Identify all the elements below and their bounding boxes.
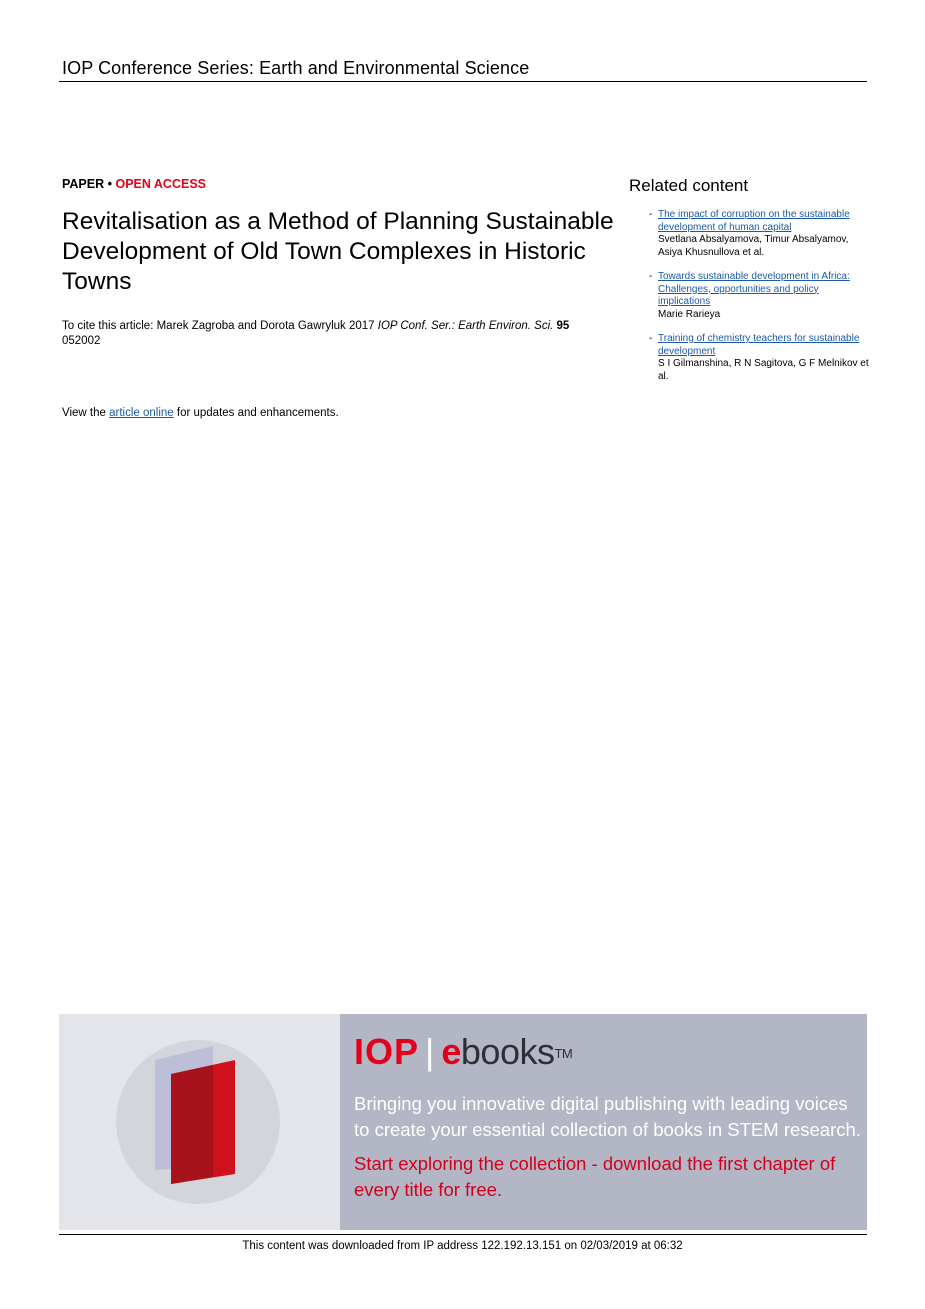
download-footer: This content was downloaded from IP address 122.192.13.151 on 02/03/2019 at 06:32 — [242, 1240, 683, 1252]
citation-article-number: 052002 — [62, 335, 101, 347]
view-online-note — [62, 407, 339, 419]
citation-volume: 95 — [556, 320, 570, 332]
paper-type — [62, 177, 206, 191]
citation-journal: IOP Conf. Ser.: Earth Environ. Sci. — [377, 320, 554, 332]
logo-divider: | — [425, 1031, 436, 1072]
logo-books: books — [460, 1031, 555, 1072]
list-dash: - — [649, 333, 653, 344]
journal-header: IOP Conference Series: Earth and Environmental Science — [62, 58, 530, 78]
advert-call-to-action[interactable]: Start exploring the collection - download the first chapter of every title for free. — [354, 1153, 836, 1200]
iop-ebooks-logo — [354, 1032, 572, 1072]
related-item-link[interactable]: Training of chemistry teachers for sustainable development — [658, 333, 860, 357]
citation — [62, 319, 622, 349]
related-item-authors: Marie Rarieya — [658, 308, 721, 320]
book-icon — [59, 1014, 340, 1230]
ebooks-advert[interactable] — [59, 1014, 867, 1230]
related-item-authors: S I Gilmanshina, R N Sagitova, G F Melnikov et al. — [658, 358, 869, 382]
open-access-badge: OPEN ACCESS — [115, 177, 206, 191]
citation-prefix: To cite this article: Marek Zagroba and Dorota Gawryluk 2017 — [62, 320, 378, 332]
logo-iop: IOP — [354, 1031, 420, 1072]
paper-label: PAPER — [62, 177, 105, 191]
paper-separator: • — [104, 177, 116, 191]
footer-divider — [59, 1234, 867, 1235]
related-content-heading: Related content — [629, 176, 749, 195]
advert-graphic-panel — [59, 1014, 340, 1230]
logo-trademark: TM — [554, 1046, 573, 1061]
related-item-link[interactable]: The impact of corruption on the sustainable development of human capital — [658, 209, 850, 233]
related-item-link[interactable]: Towards sustainable development in Africa: Challenges, opportunities and policy implications — [658, 271, 850, 307]
related-item — [649, 333, 869, 383]
article-title: Revitalisation as a Method of Planning Sustainable Development of Old Town Complexes in Historic Towns — [62, 208, 614, 295]
advert-tagline: Bringing you innovative digital publishing with leading voices to create your essential collection of books in STEM research. — [354, 1093, 861, 1140]
view-online-before: View the — [62, 407, 110, 419]
related-item — [649, 209, 869, 259]
logo-e: e — [441, 1031, 461, 1072]
related-item-authors: Svetlana Absalyamova, Timur Absalyamov, Asiya Khusnullova et al. — [658, 234, 849, 258]
list-dash: - — [649, 209, 653, 220]
list-dash: - — [649, 271, 653, 282]
header-divider — [59, 81, 867, 82]
view-online-after: for updates and enhancements. — [173, 407, 339, 419]
related-item — [649, 271, 869, 321]
article-online-link[interactable]: article online — [109, 407, 174, 419]
